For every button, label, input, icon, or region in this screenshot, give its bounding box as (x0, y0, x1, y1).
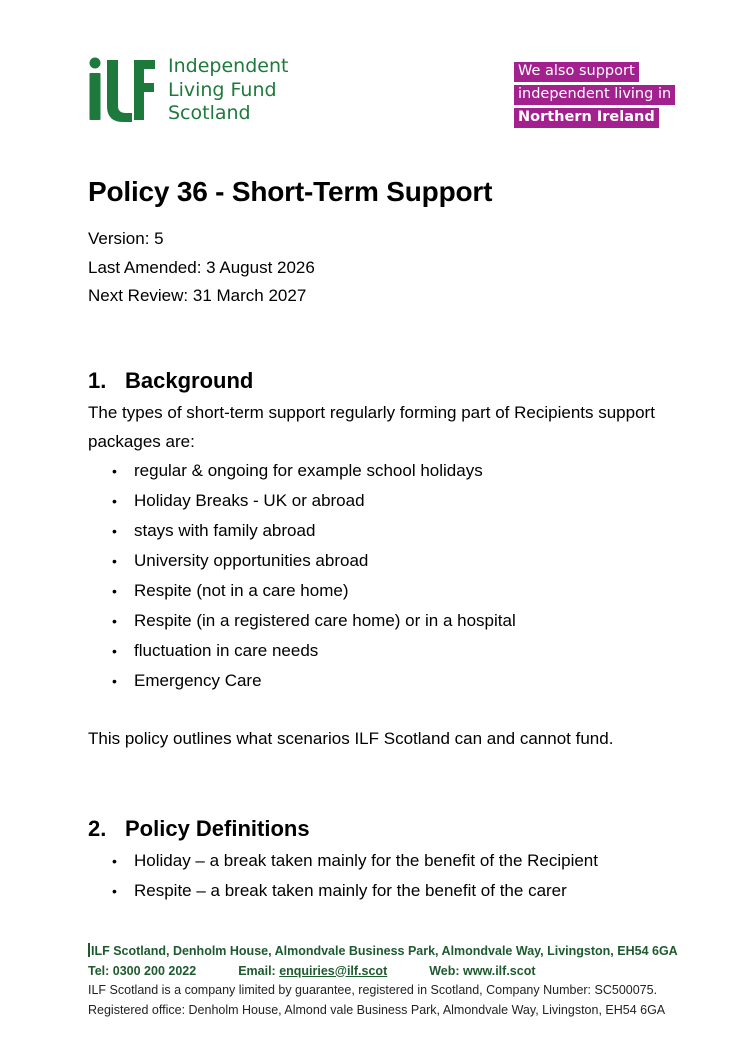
list-item: • Holiday – a break taken mainly for the benefit of the Recipient (88, 846, 688, 876)
list-item: • Respite – a break taken mainly for the benefit of the carer (88, 876, 688, 906)
section-title: Policy Definitions (125, 816, 310, 841)
footer-registered-office: Registered office: Denholm House, Almond vale Business Park, Almondvale Way, Livingston, EH54 6GA (88, 1002, 666, 1017)
section-heading (88, 816, 688, 842)
list-item: • Emergency Care (88, 666, 688, 696)
section-heading (88, 368, 688, 394)
list-item: • Holiday Breaks - UK or abroad (88, 486, 688, 516)
short-term-support-list (88, 456, 688, 696)
list-item: • fluctuation in care needs (88, 636, 688, 666)
section-number: 1. (88, 368, 107, 393)
page-title: Policy 36 - Short-Term Support (88, 176, 493, 207)
footer-email-label: Email: (238, 963, 280, 978)
section-title: Background (125, 368, 254, 393)
logo-text-line-2: Living Fund (168, 78, 277, 101)
logo-l-shape (107, 60, 132, 122)
footer-web[interactable]: Web: www.ilf.scot (429, 963, 536, 978)
section-background (88, 368, 688, 753)
footer-tel: Tel: 0300 200 2022 (88, 963, 197, 978)
logo-i-stem (90, 73, 101, 120)
text-cursor (88, 943, 90, 957)
list-item: • regular & ongoing for example school holidays (88, 456, 688, 486)
list-item: • stays with family abroad (88, 516, 688, 546)
logo-text (168, 55, 288, 126)
version: Version: 5 (88, 229, 164, 248)
footer-company-info: ILF Scotland is a company limited by guarantee, registered in Scotland, Company Number: SC500075. (88, 983, 658, 997)
northern-ireland-banner (514, 62, 675, 131)
footer-address: ILF Scotland, Denholm House, Almondvale Business Park, Almondvale Way, Livingston, EH54 6GA (91, 944, 678, 958)
section-intro: The types of short-term support regularly forming part of Recipients support packages are: (88, 403, 655, 451)
ni-banner-line-2: independent living in (514, 85, 675, 105)
list-item: • University opportunities abroad (88, 546, 688, 576)
footer-contact-line (88, 962, 708, 982)
list-item: • Respite (in a registered care home) or in a hospital (88, 606, 688, 636)
document-meta (88, 225, 315, 311)
logo-i-dot (90, 58, 101, 69)
logo-text-line-3: Scotland (168, 102, 251, 124)
logo-f-shape (134, 60, 155, 120)
list-item: • Respite (not in a care home) (88, 576, 688, 606)
next-review: Next Review: 31 March 2027 (88, 286, 307, 305)
section-number: 2. (88, 816, 107, 841)
ni-banner-line-1: We also support (514, 62, 639, 82)
logo-text-line-1: Independent (168, 55, 289, 77)
ni-banner-line-3: Northern Ireland (514, 108, 659, 128)
section-policy-definitions (88, 816, 688, 906)
last-amended: Last Amended: 3 August 2026 (88, 257, 315, 277)
footer-address-line (88, 942, 708, 962)
section-outro: This policy outlines what scenarios ILF Scotland can and cannot fund. (88, 729, 614, 748)
page-footer (88, 942, 708, 1020)
definitions-list (88, 846, 688, 906)
footer-email-link[interactable]: enquiries@ilf.scot (279, 963, 388, 978)
